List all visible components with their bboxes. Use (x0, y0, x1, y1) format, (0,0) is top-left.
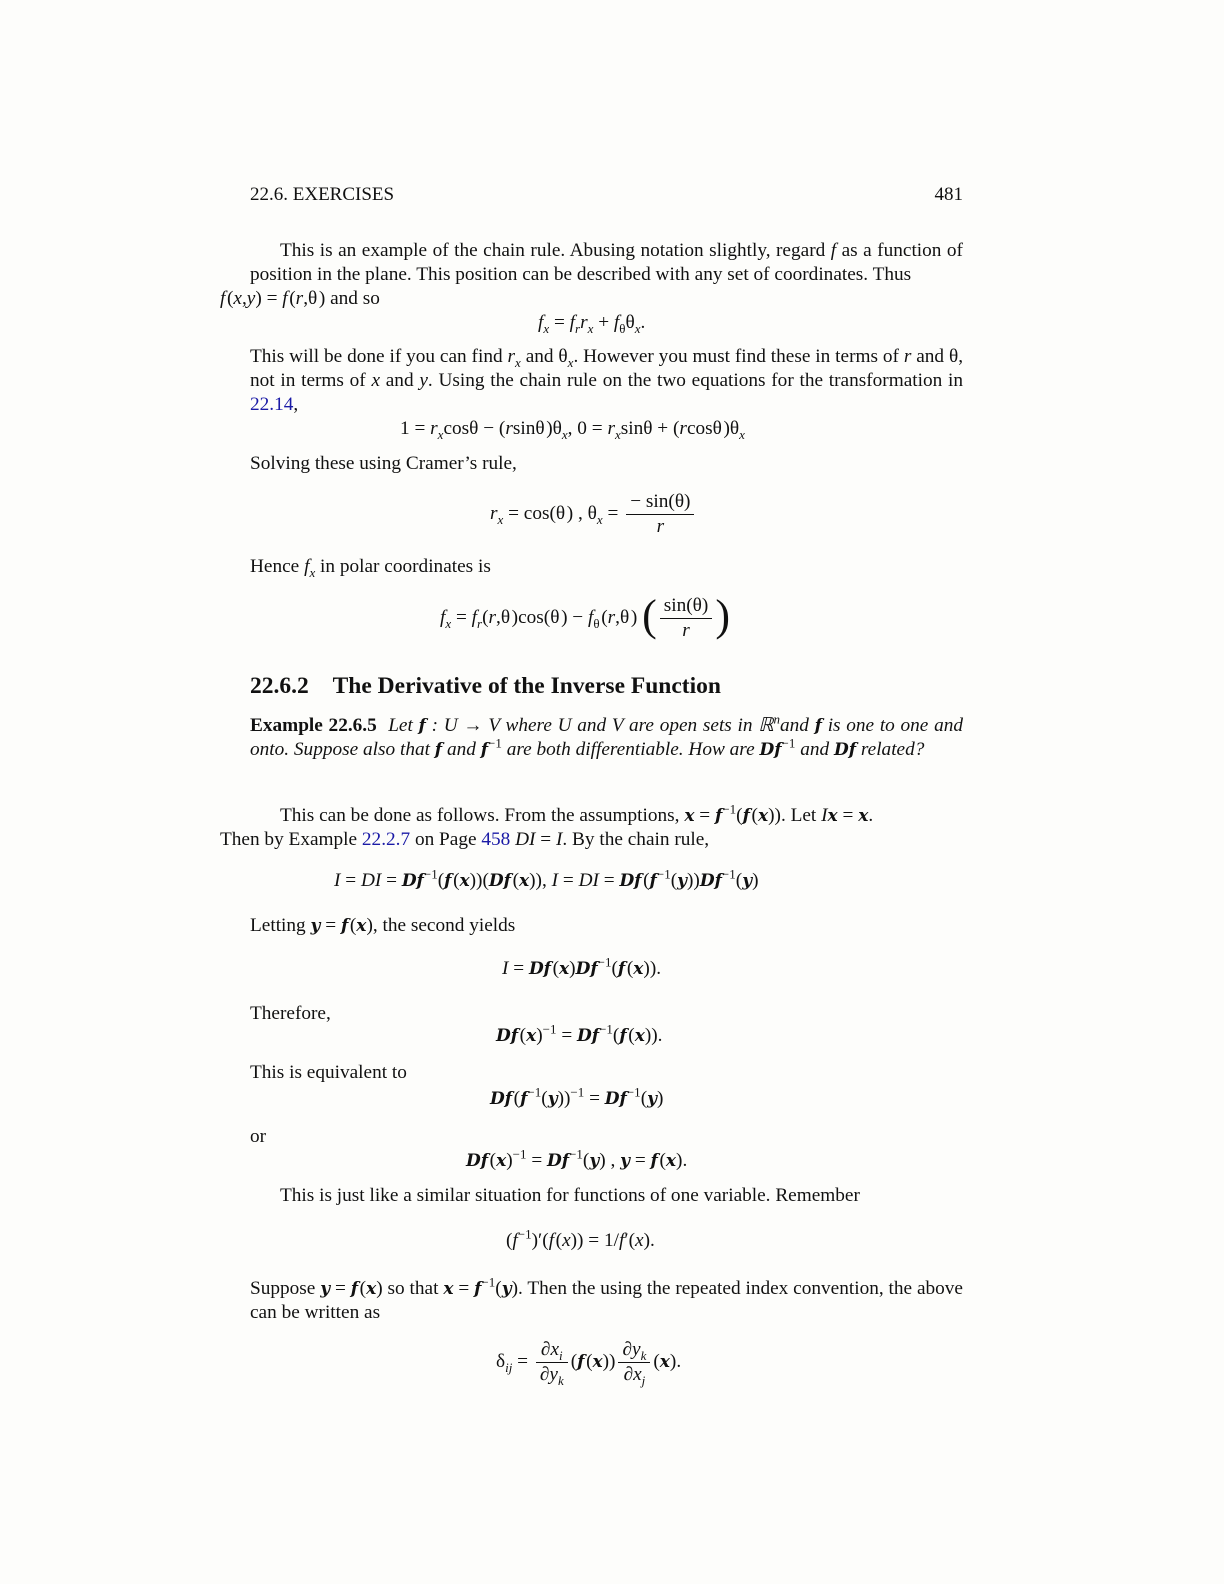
fraction-denominator: r (682, 620, 690, 641)
text: . Using the chain rule on the two equations for the transformation in (427, 370, 963, 391)
equation-or: Df $(x)^{-1} = Df^{-1}(y)$ , y = f (x). (466, 1146, 688, 1171)
equation-i-identity: I = Df $(x)Df^{-1}(f$ (x)). (502, 954, 662, 979)
equation-fx-polar: $f_x = f_r(r,\theta$ )cos(θ ) − $f_\theta$ (r,θ ) ( $\frac{\sin(\theta)}{r}$ ) (440, 590, 730, 641)
text: This can be done as follows. From the assumptions, (280, 805, 680, 826)
fraction (660, 594, 713, 643)
fraction-denominator: r (656, 516, 665, 537)
fraction-numerator: sin(θ) (660, 594, 713, 619)
paragraph-equivalent: This is equivalent to (250, 1062, 407, 1083)
text: on Page (414, 829, 477, 850)
equation-inverse-derivative: Df $(x)^{-1} = Df^{-1}(f$ (x)). (496, 1021, 663, 1046)
page-number: 481 (934, 184, 963, 205)
math-var: f (830, 240, 837, 261)
text: : U → V where U and V are open sets in ℝ (431, 715, 774, 736)
equation-one-variable: $(f^{-1})'(f$ (x)) = 1/f′(x). (506, 1226, 655, 1251)
paragraph-find-rx: This will be done if you can find $r_x$ and $\theta_x$. However you must find these in terms of r and θ, not in terms of x and y. Using the chain rule on the two equations for the transformation in 22.14, (250, 346, 964, 415)
equation-cramer-solution: $r_x = \cos(\theta$ ) , $\theta_x$ = $\frac{- \sin(\theta)}{r}$ (490, 490, 697, 539)
text: Letting (250, 915, 306, 936)
text: . However you must find these in terms of (573, 346, 899, 367)
text: and (525, 346, 554, 367)
page-reference-link[interactable]: 458 (481, 829, 511, 850)
text: This will be done if you can find (250, 346, 503, 367)
paragraph-chain-rule-intro (220, 239, 963, 311)
text: . Then the using the repeated index convention, the above can be written as (250, 1278, 963, 1323)
paragraph-proof: This can be done as follows. From the assumptions, $x = f^{-1}(f$ (x)). Let Ix = x. Then by Example 22.2.7 on Page 458 DI = I. By the chain rule, (220, 801, 874, 850)
text: and (780, 715, 809, 736)
text: and (916, 346, 945, 367)
example-reference-link[interactable]: 22.2.7 (361, 829, 411, 850)
text: is one to one and onto. Suppose also that (250, 715, 963, 760)
text: Then by Example (220, 829, 358, 850)
text: This is an example of the chain rule. Abusing notation slightly, regard (280, 240, 826, 261)
fraction: $\frac{\partial x_i}{\partial y_k}$ (536, 1338, 568, 1387)
equation-kronecker-delta: $\delta_{ij}$ = $\frac{\partial x_i}{\partial y_k}$ (f (x)) $\frac{\partial y_k}{\partial x_j}$ (x). (496, 1339, 682, 1388)
paragraph-cramer: Solving these using Cramer’s rule, (250, 453, 517, 474)
text: related? (860, 739, 925, 760)
paragraph-one-variable: This is just like a similar situation for functions of one variable. Remember (280, 1185, 860, 1206)
example-22-6-5: Example 22.6.5 Let f : U → V where U and V are open sets in ℝ$^n$and f is one to one and onto. Suppose also that f and $f^{-1}$ are both differentiable. How are $Df^{-1}$ and Df related? (250, 711, 963, 760)
example-label: Example 22.6.5 (250, 715, 377, 736)
text: so that (387, 1278, 439, 1299)
running-header-section: 22.6. EXERCISES (250, 184, 395, 205)
text: and so (330, 288, 380, 309)
equation-equivalent: Df $(f^{-1}(y))^{-1} = Df^{-1}(y)$ (490, 1084, 664, 1109)
fraction-numerator: − sin(θ) (626, 490, 694, 515)
section-heading (250, 673, 721, 700)
fraction: $\frac{\partial y_k}{\partial x_j}$ (618, 1338, 650, 1387)
paragraph-therefore: Therefore, (250, 1003, 331, 1024)
paragraph-suppose: Suppose y = f (x) so that $x = f^{-1}(y)$. Then the using the repeated index convention, the above can be written as (250, 1274, 963, 1323)
equation-fx-chain: $f_x = f_rr_x + f_\theta\theta_x$. (538, 312, 646, 336)
text: are both differentiable. How are (506, 739, 755, 760)
text: as a function of position in the plane. This position can be described with any set of coordinates. Thus (250, 240, 963, 285)
fraction (626, 490, 694, 539)
text: and (446, 739, 476, 760)
text: , (293, 394, 299, 415)
equation-chain-transform: $1 = r_x\cos\theta - (rsin\theta$ )$\theta_x$, $0 = r_x\sin\theta + (rcos\theta$ )$\theta_x$ (400, 418, 745, 442)
text: Suppose (250, 1278, 316, 1299)
text: , not in terms of (250, 346, 964, 391)
paragraph-or: or (250, 1126, 267, 1147)
text: in polar coordinates is (320, 556, 491, 577)
equation-identity-chain: I = DI = $Df^{-1}(f$ (x))(Df (x)), I = DI = Df $(f^{-1}(y))Df^{-1}(y)$ (334, 866, 759, 891)
text: and (800, 739, 830, 760)
text: . Let (780, 805, 817, 826)
equation-reference-link[interactable]: 22.14 (250, 394, 294, 415)
math-inline: f (x,y) = f (r,θ ) (220, 288, 326, 309)
text: , the second yields (372, 915, 516, 936)
paragraph-letting: Letting y = f (x), the second yields (250, 915, 516, 936)
text: and (385, 370, 414, 391)
section-number: 22.6.2 (250, 673, 309, 699)
section-title: The Derivative of the Inverse Function (332, 673, 721, 699)
text: Hence (250, 556, 300, 577)
paragraph-polar: Hence $f_x$ in polar coordinates is (250, 556, 491, 580)
text: Let (388, 715, 413, 736)
